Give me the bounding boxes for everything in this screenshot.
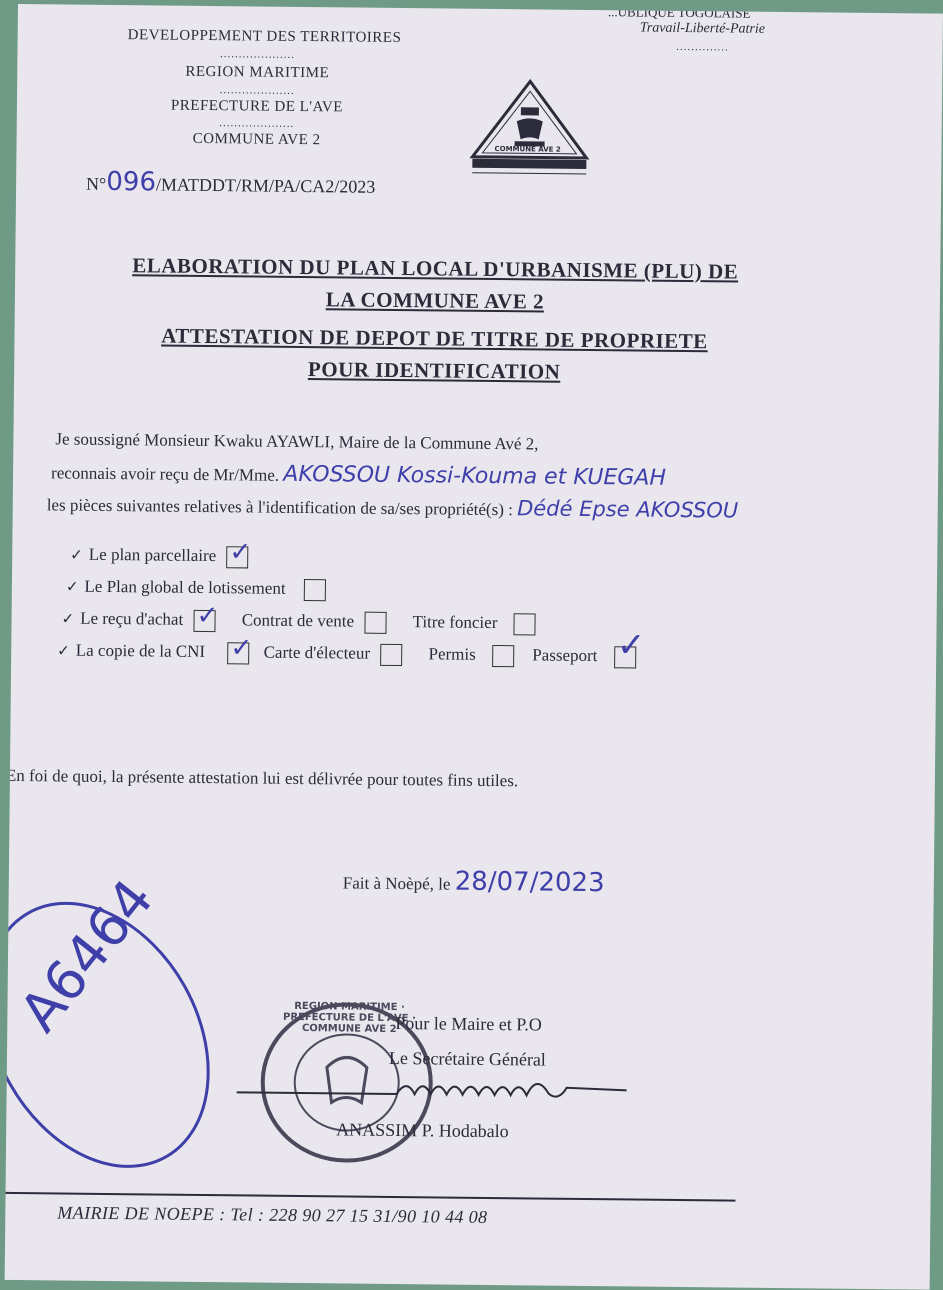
title-line-3: ATTESTATION DE DEPOT DE TITRE DE PROPRIETE [161,323,708,354]
stamp-text: REGION MARITIME · PREFECTURE DE L'AVE · COMMUNE AVE 2 [282,1000,416,1036]
checklist-item-recu-achat: ✓ Le reçu d'achat ✓ Contrat de vente Titre foncier [61,608,535,635]
header-commune: COMMUNE AVE 2 [192,130,321,149]
label-contrat-vente: Contrat de vente [241,610,355,631]
commune-logo [464,77,595,188]
handwritten-tick-icon: ✓ [616,625,646,666]
label-passeport: Passeport [532,645,598,666]
header-region: REGION MARITIME [185,63,330,82]
checkbox-copie-cni[interactable] [227,633,253,664]
document-page [5,4,943,1290]
checkbox-contrat-vente[interactable] [364,612,386,634]
header-republic: ...UBLIQUE TOGOLAISE [607,4,751,21]
header-right-separator: .............. [676,40,729,54]
footer-contact: MAIRIE DE NOEPE : Tel : 228 90 27 15 31/90 10 44 08 [57,1202,488,1227]
label-carte-electeur: Carte d'électeur [263,642,371,663]
handwritten-tick-icon: ✓ [229,537,252,568]
checkbox-carte-electeur[interactable] [380,644,402,666]
checkbox-permis[interactable] [492,645,514,667]
checkbox-plan-parcellaire[interactable] [226,537,252,568]
body-received-from: reconnais avoir reçu de Mr/Mme. [50,463,280,485]
footer-divider [5,1192,736,1202]
reference-prefix: N° [86,173,107,194]
closing-statement: En foi de quoi, la présente attestation lui est délivrée pour toutes fins utiles. [5,765,519,791]
title-line-1: ELABORATION DU PLAN LOCAL D'URBANISME (PLU) DE [132,253,739,284]
logo-triangle-icon [464,77,595,188]
checkbox-recu-achat[interactable] [193,600,219,632]
body-documents-label: les pièces suivantes relatives à l'identification de sa/ses propriété(s) : [46,495,513,520]
checklist-item-copie-cni: ✓ La copie de la CNI ✓ Carte d'électeur Permis Passeport ✓ [57,640,636,668]
checklist-item-plan-global: ✓ Le Plan global de lotissement [66,577,326,602]
handwritten-tick-icon: ✓ [196,600,219,632]
body-line-2 [51,459,666,490]
logo-caption: COMMUNE AVE 2 [494,144,561,154]
signature-line-1: Pour le Maire et P.O [395,1013,542,1035]
signature-scribble-icon [236,1066,626,1110]
signatory-name: ANASSIM P. Hodabalo [336,1119,509,1142]
header-ministry: DEVELOPPEMENT DES TERRITOIRES [127,27,402,47]
reference-number [86,167,376,200]
checkbox-plan-global[interactable] [304,579,326,601]
header-prefecture: PREFECTURE DE L'AVE [170,97,343,116]
place-label: Fait à Noèpé, le [342,873,451,894]
signature-line-2: Le Secrétaire Général [388,1047,546,1070]
header-separator: .................... [219,48,296,61]
check-mark-icon: ✓ [57,641,70,660]
label-permis: Permis [428,644,476,664]
check-mark-icon: ✓ [70,545,83,564]
checkbox-passeport[interactable] [614,625,646,668]
body-line-1: Je soussigné Monsieur Kwaku AYAWLI, Maire de la Commune Avé 2, [55,429,539,454]
place-date [343,865,605,898]
reference-suffix: /MATDDT/RM/PA/CA2/2023 [155,174,376,197]
handwritten-tick-icon: ✓ [230,633,253,664]
check-mark-icon: ✓ [65,577,79,596]
handwritten-signature [236,1066,626,1110]
handwritten-date: 28/07/2023 [454,866,605,899]
title-line-2: LA COMMUNE AVE 2 [325,287,545,314]
body-line-3 [47,491,739,522]
margin-note-text: A6464 [7,867,166,1044]
header-separator: .................... [219,117,295,130]
check-mark-icon: ✓ [61,609,75,628]
label-titre-foncier: Titre foncier [412,612,498,633]
checkbox-titre-foncier[interactable] [514,613,536,635]
handwritten-owner-names: AKOSSOU Kossi-Kouma et KUEGAH [283,461,667,491]
header-separator: .................... [219,84,295,97]
checklist-item-plan-parcellaire: ✓ Le plan parcellaire ✓ [70,537,252,568]
margin-note [5,867,229,1186]
handwritten-owner-names-continued: Dédé Epse AKOSSOU [517,496,739,523]
title-line-4: POUR IDENTIFICATION [307,357,561,384]
reference-handwritten-number: 096 [106,166,157,198]
header-motto: Travail-Liberté-Patrie [639,20,766,37]
